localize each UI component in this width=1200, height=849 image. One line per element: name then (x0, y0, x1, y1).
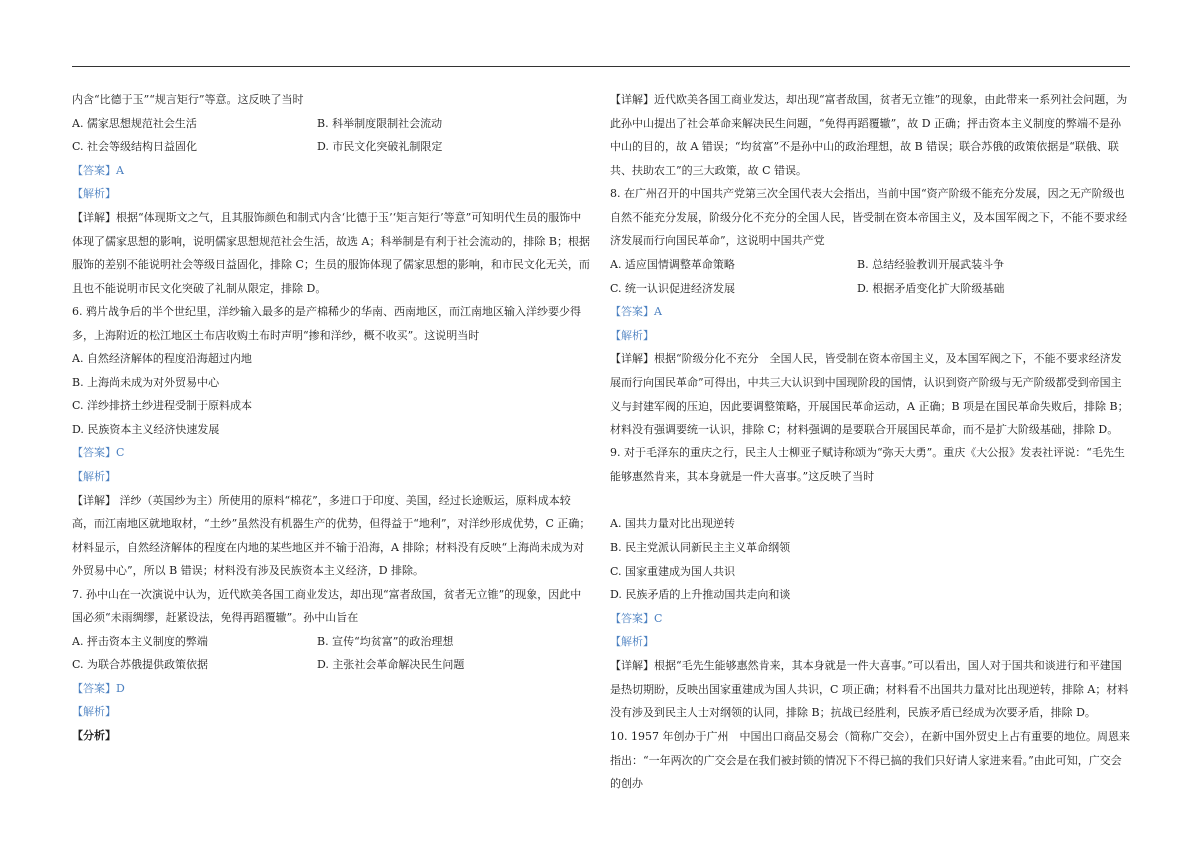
q7-stem: 7. 孙中山在一次演说中认为，近代欧美各国工商业发达，却出现“富者敌国，贫者无立锥”的现象，因此中国必须“未雨绸缪，赶紧设法，免得再蹈覆辙”。孙中山旨在 (72, 587, 582, 625)
left-column (72, 88, 592, 748)
q8-detail: 【详解】根据“阶级分化不充分 全国人民，皆受制在资本帝国主义，及本国军阀之下，不能不要求经济发展而行向国民革命”可得出，中共三大认识到中国现阶段的国情，认识到资产阶级与无产阶级都受到帝国主义与封建军阀的压迫，因此要调整策略，开展国民革命运动，A 正确；B 项是在国民革命失败后，排除 B；材料没有强调要统一认识，排除 C；材料强调的是要联合开展国民革命，而不是扩大阶级基础，排除 D。 (610, 352, 1129, 437)
q9-option-d: D. 民族矛盾的上升推动国共走向和谈 (610, 588, 791, 602)
q8-option-c: C. 统一认识促进经济发展 (610, 281, 736, 295)
q8-stem: 8. 在广州召开的中国共产党第三次全国代表大会指出，当前中国“资产阶级不能充分发展，因之无产阶级也自然不能充分发展，阶级分化不充分的全国人民，皆受制在资本帝国主义，及本国军阀之下，不能不要求经济发展而行向国民革命”，这说明中国共产党 (610, 187, 1127, 248)
q7-option-b: B. 宣传“均贫富”的政治理想 (317, 634, 454, 648)
q6-detail: 【详解】 洋纱（英国纱为主）所使用的原料“棉花”，多进口于印度、美国，经过长途贩运，原料成本较高，而江南地区就地取材，“土纱”虽然没有机器生产的优势，但得益于“地利”，对洋纱形成优势，C 正确；材料显示，自然经济解体的程度在内地的某些地区并不输于沿海，A 排除；材料没有反映“上海尚未成为对外贸易中心”，所以 B 错误；材料没有涉及民族资本主义经济，D 排除。 (72, 493, 591, 578)
q6-stem: 6. 鸦片战争后的半个世纪里，洋纱输入最多的是产棉稀少的华南、西南地区，而江南地区输入洋纱要少得多，上海附近的松江地区土布店收购土布时声明“掺和洋纱，概不收买”。这说明当时 (72, 304, 581, 342)
q7-options-row-2 (72, 653, 592, 677)
q9-option-a: A. 国共力量对比出现逆转 (610, 517, 735, 531)
q5-option-a: A. 儒家思想规范社会生活 (72, 116, 197, 130)
q5-detail: 【详解】根据“体现斯文之气，且其服饰颜色和制式内含‘比德于玉’‘矩言矩行’等意”可知明代生员的服饰中体现了儒家思想的影响，说明儒家思想规范社会生活，故选 A；科举制是有利于社会流动的，排除 B；根据服饰的差别不能说明社会等级日益固化，排除 C；生员的服饰体现了儒家思想的影响，和市民文化无关，而且也不能说明市民文化突破了礼制从限定，排除 D。 (72, 210, 591, 295)
q7-options-row-1 (72, 630, 592, 654)
q8-option-d: D. 根据矛盾变化扩大阶级基础 (857, 281, 1005, 295)
q6-option-d: D. 民族资本主义经济快速发展 (72, 422, 220, 436)
q9-stem: 9. 对于毛泽东的重庆之行，民主人士柳亚子赋诗称颂为“弥天大勇”。重庆《大公报》发表社评说：“毛先生能够惠然肯来，其本身就是一件大喜事。”这反映了当时 (610, 446, 1125, 483)
q9-answer: 【答案】C (610, 611, 663, 625)
q8-options-row-1 (610, 253, 1130, 277)
right-column (610, 88, 1130, 791)
q5-stem-tail: 内含“比德于玉”“规言矩行”等意。这反映了当时 (72, 93, 304, 106)
q6-option-b: B. 上海尚未成为对外贸易中心 (72, 375, 220, 389)
q7-option-c: C. 为联合苏俄提供政策依据 (72, 658, 209, 672)
q8-answer: 【答案】A (610, 305, 662, 319)
q9-analysis-label: 【解析】 (610, 635, 654, 649)
q9-detail: 【详解】根据“毛先生能够惠然肯来，其本身就是一件大喜事。”可以看出，国人对于国共和谈进行和平建国是热切期盼，反映出国家重建成为国人共识，C 项正确；材料看不出国共力量对比出现逆转，排除 A；材料没有涉及到民主人士对纲领的认同，排除 B；抗战已经胜利，民族矛盾已经成为次要矛盾，排除 D。 (610, 658, 1129, 720)
q7-option-d: D. 主张社会革命解决民生问题 (317, 658, 465, 672)
q6-option-a: A. 自然经济解体的程度沿海超过内地 (72, 351, 252, 365)
q8-options-row-2 (610, 277, 1130, 301)
q10-stem: 10. 1957 年创办于广州 中国出口商品交易会（简称广交会），在新中国外贸史上占有重要的地位。周恩来指出：“一年两次的广交会是在我们被封锁的情况下不得已搞的我们只好请人家进来看。”由此可知，广交会的创办 (610, 729, 1130, 791)
q7-option-a: A. 抨击资本主义制度的弊端 (72, 634, 208, 648)
q6-analysis-label: 【解析】 (72, 469, 116, 483)
q9-option-b: B. 民主党派认同新民主主义革命纲领 (610, 540, 791, 554)
header-rule (72, 66, 1130, 67)
q5-options-row-2 (72, 135, 592, 159)
q5-analysis-label: 【解析】 (72, 187, 116, 201)
q7-answer: 【答案】D (72, 681, 125, 695)
q5-options-row-1 (72, 112, 592, 136)
q5-option-d: D. 市民文化突破礼制限定 (317, 140, 443, 154)
q5-answer: 【答案】A (72, 163, 124, 177)
q9-option-c: C. 国家重建成为国人共识 (610, 564, 736, 578)
q8-analysis-label: 【解析】 (610, 328, 654, 342)
q7-analysis-label: 【解析】 (72, 705, 116, 719)
q5-option-c: C. 社会等级结构日益固化 (72, 140, 198, 154)
q8-option-b: B. 总结经验教训开展武装斗争 (857, 258, 1005, 271)
q5-option-b: B. 科举制度限制社会流动 (317, 116, 443, 130)
q6-answer: 【答案】C (72, 446, 125, 460)
q7-analysis-sub: 【分析】 (72, 728, 116, 742)
q7-detail: 【详解】近代欧美各国工商业发达，却出现“富者敌国，贫者无立锥”的现象，由此带来一系列社会问题，为此孙中山提出了社会革命来解决民生问题，“免得再蹈覆辙”，故 D 正确；抨击资本主义制度的弊端不是孙中山的目的，故 A 错误；“均贫富”不是孙中山的政治理想，故 B 错误；联合苏俄的政策依据是“联俄、联共、扶助农工”的三大政策，故 C 错误。 (610, 93, 1128, 177)
q6-option-c: C. 洋纱排挤土纱进程受制于原料成本 (72, 399, 253, 413)
q8-option-a: A. 适应国情调整革命策略 (610, 258, 735, 271)
